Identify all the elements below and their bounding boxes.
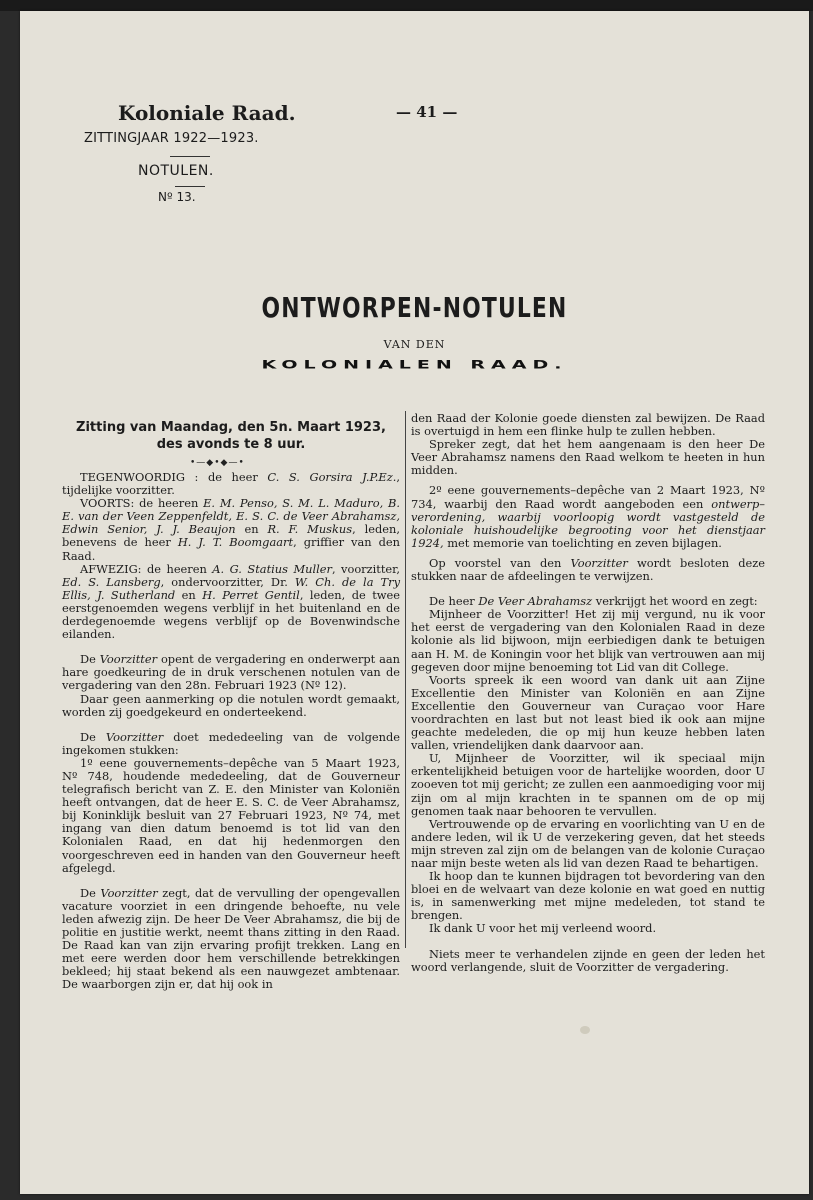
council-banner: KOLONIALEN RAAD. [261, 358, 568, 372]
paragraph: Op voorstel van den Voorzitter wordt besloten deze stukken naar de afdeelingen te verwijzen. [411, 555, 766, 584]
subtitle: VAN DEN [383, 338, 446, 351]
speech-paragraph: Ik dank U voor het mij verleend woord. [429, 921, 657, 936]
session-year: ZITTINGJAAR 1922—1923. [84, 131, 259, 146]
speech-paragraph: Ik hoop dan te kunnen bijdragen tot bevordering van den bloei en de welvaart van deze kolonie en wat goed en nuttig is, in samenwerking met mijne medeleden, tot stand te brengen. [411, 869, 765, 923]
speech-paragraph: Vertrouwende op de ervaring en voorlichting van U en de andere leden, wil ik U de verzekering geven, dat het steeds mijn streven zal zijn om de belangen van de kolonie Curaçao naar mijn beste weten als lid van dezen Raad te behartigen. [411, 816, 765, 870]
closing-paragraph: Niets meer te verhandelen zijnde en geen der leden het woord verlangende, sluit de Voorzitter de vergadering. [411, 946, 765, 974]
minutes-number: Nº 13. [158, 190, 196, 204]
right-column [411, 412, 765, 974]
section-label: NOTULEN. [138, 163, 214, 179]
scan-top-edge [0, 0, 813, 11]
paragraph: 2º eene gouvernements–depêche van 2 Maart 1923, Nº 734, waarbij den Raad wordt aangeboden een ontwerp–verordening, waarbij voorloopig wordt vastgesteld de koloniale huishoudelijke begrooting voor het dienstjaar 1924, met memorie van toelichting en zeven bijlagen. [411, 483, 765, 550]
attendance-also: VOORTS: de heeren E. M. Penso, S. M. L. Maduro, B. E. van der Veen Zeppenfeldt, E. S. C. de Veer Abrahamsz, Edwin Senior, J. J. Beaujon en R. F. Muskus, leden, benevens de heer H. J. T. Boomgaart, griffier van den Raad. [62, 496, 400, 563]
paragraph: Daar geen aanmerking op die notulen wordt gemaakt, worden zij goedgekeurd en onderteekend. [62, 691, 400, 719]
page-number: — 41 — [396, 103, 458, 121]
paragraph: De heer De Veer Abrahamsz verkrijgt het woord en zegt: [429, 594, 758, 609]
header-rule [175, 186, 205, 187]
council-title: Koloniale Raad. [118, 101, 296, 125]
attendance-present: TEGENWOORDIG : de heer C. S. Gorsira J.P.Ez., tijdelijke voorzitter. [62, 470, 400, 498]
speech-paragraph: Mijnheer de Voorzitter! Het zij mij vergund, nu ik voor het eerst de vergadering van den Kolonialen Raad in deze kolonie als lid bijwoon, mijn eerbiedigen dank te betuigen aan H. M. de Koningin voor het blijk van vertrouwen aan mij gegeven door mijne benoeming tot Lid van dit College. [411, 607, 765, 674]
paragraph: Spreker zegt, dat het hem aangenaam is den heer De Veer Abrahamsz namens den Raad welkom te heeten in hun midden. [411, 437, 765, 478]
sitting-date: Zitting van Maandag, den 5n. Maart 1923, [76, 420, 386, 435]
sitting-heading [62, 419, 400, 453]
paragraph: De Voorzitter doet mededeeling van de volgende ingekomen stukken: [62, 729, 401, 757]
paragraph: De Voorzitter opent de vergadering en onderwerpt aan hare goedkeuring de in druk verschenen notulen van de vergadering van den 28n. Februari 1923 (Nº 12). [62, 652, 401, 693]
column-divider [405, 411, 406, 948]
speech-paragraph: U, Mijnheer de Voorzitter, wil ik speciaal mijn erkentelijkheid betuigen voor de hartelijke woorden, door U zooeven tot mij gericht; ze zullen een aanmoediging voor mij zijn om al mijn krachten in te spannen om de op mij genomen taak naar behooren te vervullen. [411, 751, 765, 818]
ornament-divider: •—◆•◆—• [190, 458, 245, 468]
paper-stain [580, 1026, 590, 1034]
main-title: ONTWORPEN-NOTULEN [261, 291, 568, 324]
document-page [20, 11, 809, 1194]
paragraph: 1º eene gouvernements–depêche van 5 Maart 1923, Nº 748, houdende mededeeling, dat de Gouverneur telegrafisch bericht van Z. E. den Minister van Koloniën heeft ontvangen, dat de heer E. S. C. de Veer Abrahamsz, bij Koninklijk besluit van 27 Februari 1923, Nº 74, met ingang van dien datum benoemd is tot lid van den Kolonialen Raad, en dat hij hedenmorgen den voorgeschreven eed in handen van den Gouverneur heeft afgelegd. [62, 755, 400, 875]
speech-paragraph: Voorts spreek ik een woord van dank uit aan Zijne Excellentie den Minister van Koloniën en aan Zijne Excellentie den Gouverneur van Curaçao voor Hare voordrachten en last but not least bied ik ook aan mijne geachte medeleden, die op mij hun keuze hebben laten vallen, vriendelijken dank daarvoor aan. [411, 672, 765, 753]
attendance-absent: AFWEZIG: de heeren A. G. Statius Muller, voorzitter, Ed. S. Lansberg, ondervoorzitter, Dr. W. Ch. de la Try Ellis, J. Sutherland en H. Perret Gentil, leden, de twee eerstgenoemden wegens verblijf in het buitenland en de derdegenoemde wegens verblijf op de Bovenwindsche eilanden. [62, 561, 401, 642]
paragraph: den Raad der Kolonie goede diensten zal bewijzen. De Raad is overtuigd in hem een flinke hulp te zullen hebben. [411, 411, 765, 439]
sitting-time: des avonds te 8 uur. [156, 437, 306, 452]
left-column [62, 471, 400, 991]
header-rule [170, 156, 210, 157]
paragraph: De Voorzitter zegt, dat de vervulling der opengevallen vacature voorziet in een dringende behoefte, nu vele leden afwezig zijn. De heer De Veer Abrahamsz, die bij de politie en justitie werkt, neemt thans zitting in den Raad. De Raad kan van zijn ervaring profijt trekken. Lang en met eere werden door hem verschillende betrekkingen bekleed; hij staat bekend als een nauwgezet ambtenaar. De waarborgen zijn er, dat hij ook in [62, 885, 400, 992]
